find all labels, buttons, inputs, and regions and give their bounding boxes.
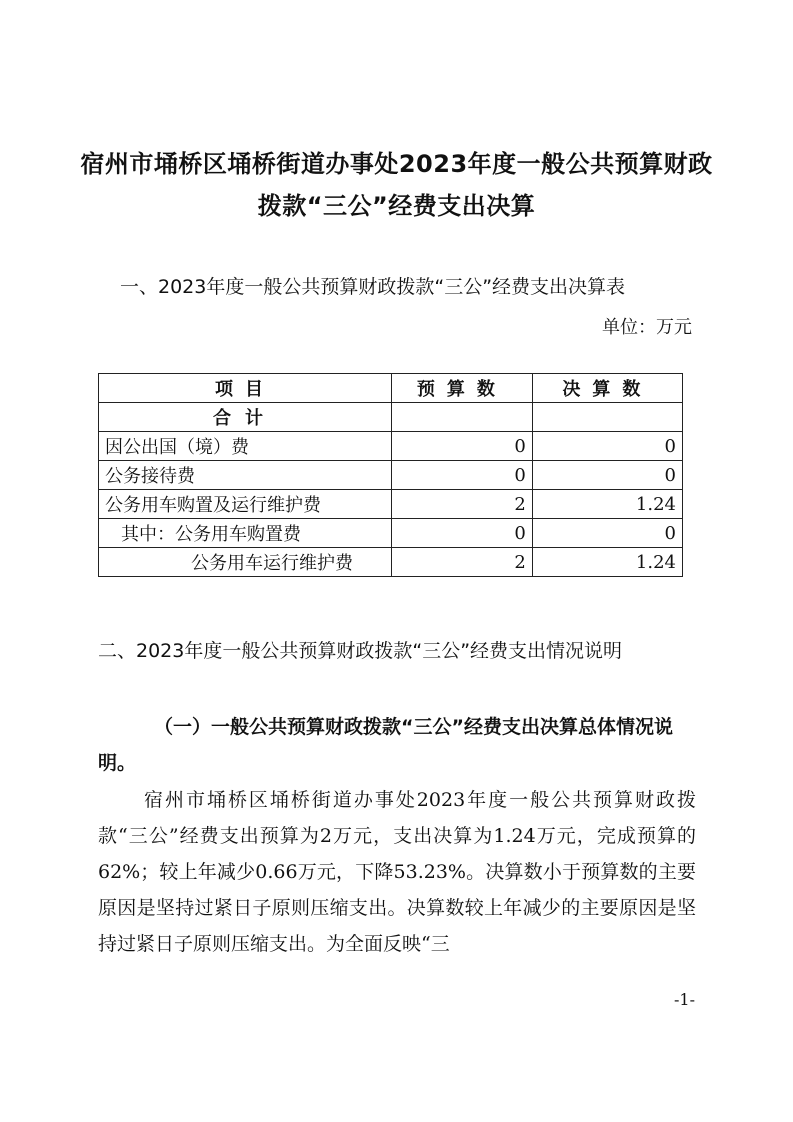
row-budget: 0 [391,519,532,548]
row-actual: 1.24 [532,548,682,577]
row-actual: 1.24 [532,490,682,519]
header-item: 项目 [99,374,392,403]
subsection1-heading: （一）一般公共预算财政拨款“三公”经费支出决算总体情况说明。 [98,716,673,774]
row-label: 公务用车运行维护费 [99,548,392,577]
row-actual: 0 [532,432,682,461]
row-budget: 0 [391,461,532,490]
row-budget: 0 [391,432,532,461]
table-row [99,432,683,461]
unit-label: 单位：万元 [602,317,692,338]
table-row [99,490,683,519]
table-row-total [99,403,683,432]
total-actual [532,403,682,432]
table-header-row [99,374,683,403]
section1-heading: 一、2023年度一般公共预算财政拨款“三公”经费支出决算表 [120,276,626,298]
total-budget [391,403,532,432]
document-title: 宿州市埇桥区埇桥街道办事处2023年度一般公共预算财政拨款“三公”经费支出决算 [80,150,713,220]
row-budget: 2 [391,490,532,519]
row-label: 公务接待费 [99,461,392,490]
header-budget: 预算数 [391,374,532,403]
row-label: 公务用车购置及运行维护费 [99,490,392,519]
table-row [99,519,683,548]
page-number: -1- [674,990,695,1009]
budget-table [98,373,683,577]
row-label: 因公出国（境）费 [99,432,392,461]
section2-heading: 二、2023年度一般公共预算财政拨款“三公”经费支出情况说明 [98,640,623,662]
row-actual: 0 [532,461,682,490]
header-actual: 决算数 [532,374,682,403]
row-actual: 0 [532,519,682,548]
body-paragraph: 宿州市埇桥区埇桥街道办事处2023年度一般公共预算财政拨款“三公”经费支出预算为2万元，支出决算为1.24万元，完成预算的62%；较上年减少0.66万元，下降53.23%。决算数小于预算数的主要原因是坚持过紧日子原则压缩支出。决算数较上年减少的主要原因是坚持过紧日子原则压缩支出。为全面反映“三 [98,789,696,955]
row-budget: 2 [391,548,532,577]
total-label: 合计 [99,403,392,432]
table-row [99,461,683,490]
row-label: 其中：公务用车购置费 [99,519,392,548]
table-row [99,548,683,577]
